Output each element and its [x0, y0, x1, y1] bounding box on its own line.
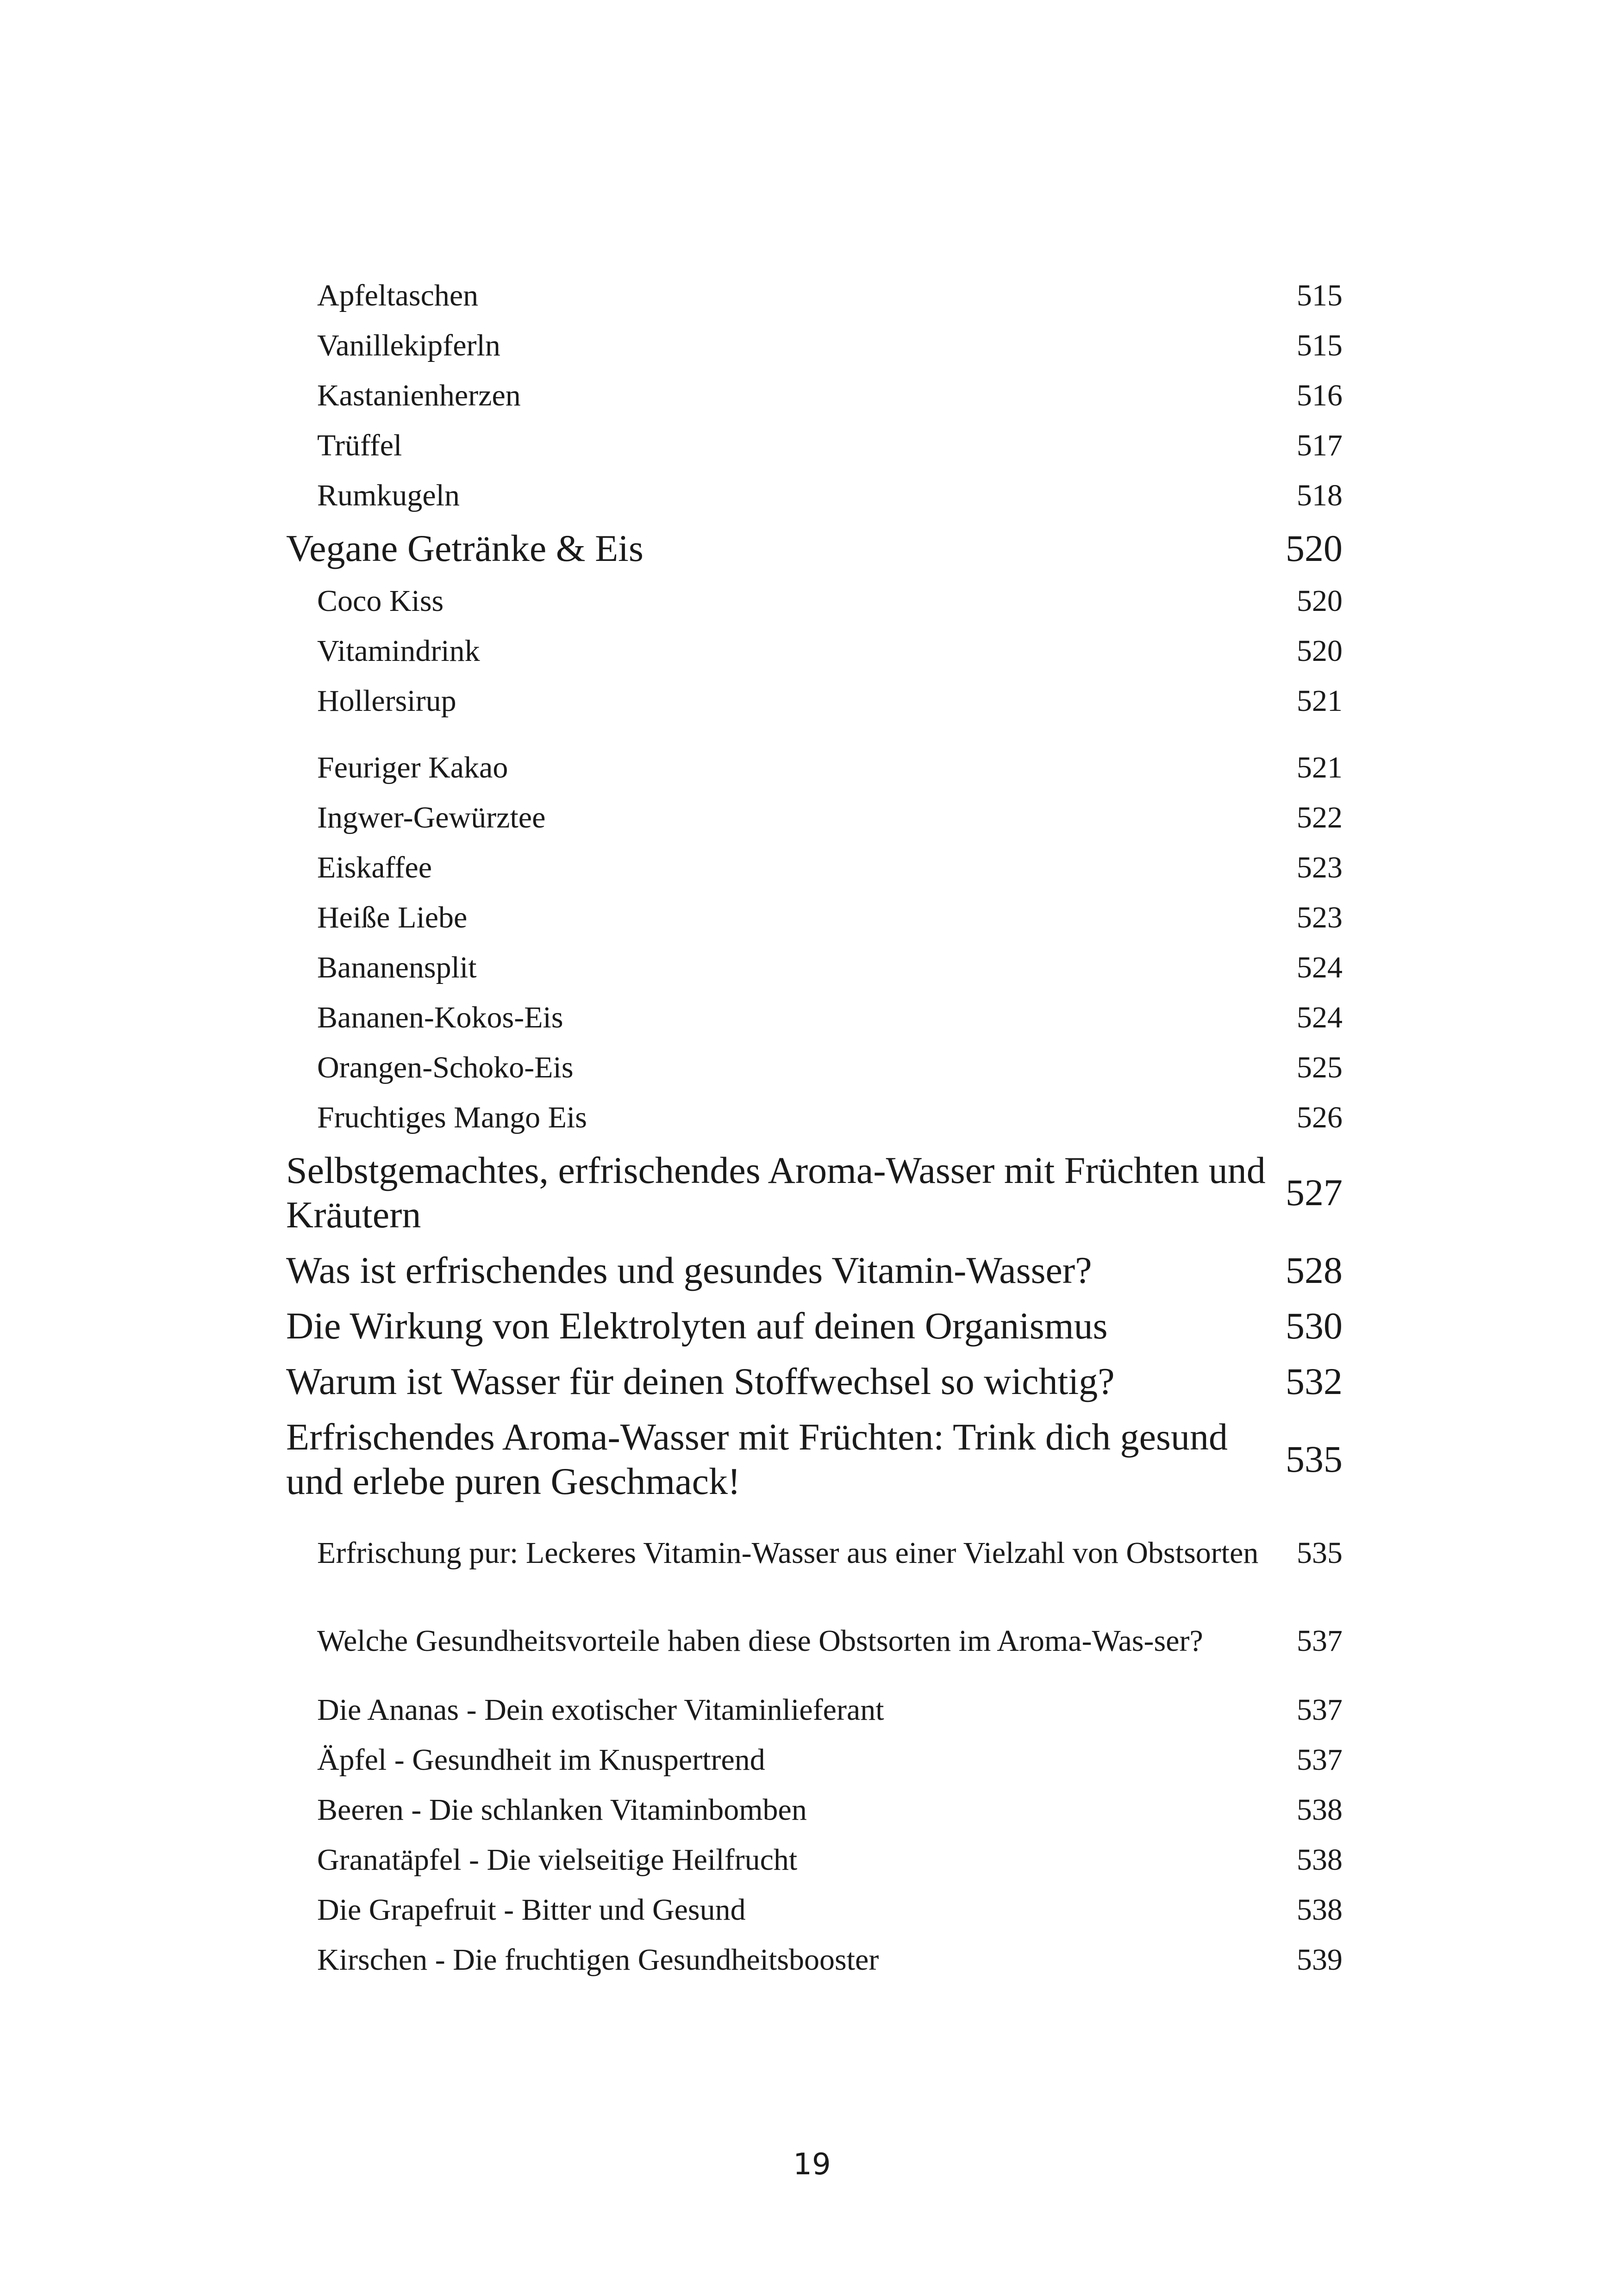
spacer — [286, 726, 1343, 743]
toc-chapter — [286, 1243, 1343, 1298]
toc-entry — [286, 1597, 1343, 1685]
table-of-contents — [286, 271, 1343, 1985]
toc-entry-title: Apfeltaschen — [317, 279, 479, 312]
page-number: 19 — [793, 2147, 831, 2182]
toc-entry-page: 515 — [1297, 329, 1343, 362]
toc-entry-page: 520 — [1297, 634, 1343, 668]
toc-chapter-page: 520 — [1286, 527, 1343, 569]
toc-entry-title: Kastanienherzen — [317, 379, 521, 412]
toc-entry — [286, 843, 1343, 893]
toc-entry-title: Bananen-Kokos-Eis — [317, 1001, 563, 1034]
toc-entry-page: 521 — [1297, 751, 1343, 784]
toc-entry — [286, 271, 1343, 321]
toc-entry — [286, 793, 1343, 843]
toc-entry — [286, 576, 1343, 626]
toc-chapter-title: Selbstgemachtes, erfrischendes Aroma-Wasser mit Früchten und Kräutern — [286, 1149, 1266, 1236]
toc-entry-page: 539 — [1297, 1943, 1343, 1977]
toc-chapter-page: 532 — [1286, 1360, 1343, 1402]
toc-entry-page: 537 — [1297, 1743, 1343, 1777]
toc-chapter — [286, 1143, 1343, 1243]
toc-entry — [286, 1885, 1343, 1935]
toc-entry — [286, 1685, 1343, 1735]
toc-entry-page: 538 — [1297, 1793, 1343, 1827]
toc-entry-page: 526 — [1297, 1101, 1343, 1134]
toc-entry — [286, 743, 1343, 793]
toc-entry-title: Eiskaffee — [317, 851, 432, 884]
toc-entry-title: Kirschen - Die fruchtigen Gesundheitsbooster — [317, 1943, 879, 1977]
toc-entry-title: Trüffel — [317, 429, 402, 462]
toc-entry — [286, 1735, 1343, 1785]
toc-entry-page: 524 — [1297, 951, 1343, 984]
toc-entry-page: 523 — [1297, 851, 1343, 884]
toc-chapter-page: 527 — [1286, 1171, 1343, 1213]
toc-entry-title: Rumkugeln — [317, 479, 460, 512]
toc-entry-page: 537 — [1297, 1693, 1343, 1727]
toc-chapter — [286, 1354, 1343, 1409]
toc-chapter-page: 535 — [1286, 1438, 1343, 1480]
toc-entry-page: 538 — [1297, 1893, 1343, 1927]
toc-entry-title: Äpfel - Gesundheit im Knuspertrend — [317, 1743, 765, 1777]
toc-chapter — [286, 521, 1343, 576]
toc-entry — [286, 1093, 1343, 1143]
toc-entry — [286, 321, 1343, 371]
toc-entry-page: 537 — [1297, 1624, 1343, 1658]
toc-entry-title: Fruchtiges Mango Eis — [317, 1101, 587, 1134]
toc-entry — [286, 626, 1343, 676]
toc-entry-page: 517 — [1297, 429, 1343, 462]
toc-entry — [286, 1785, 1343, 1835]
toc-entry-page: 515 — [1297, 279, 1343, 312]
toc-chapter — [286, 1298, 1343, 1354]
toc-chapter-title: Vegane Getränke & Eis — [286, 527, 643, 569]
toc-entry-title: Feuriger Kakao — [317, 751, 508, 784]
toc-entry-page: 524 — [1297, 1001, 1343, 1034]
toc-entry-title: Vanillekipferln — [317, 329, 500, 362]
toc-entry — [286, 471, 1343, 521]
toc-entry-title: Welche Gesundheitsvorteile haben diese Obstsorten im Aroma-Was-ser? — [317, 1624, 1203, 1658]
toc-entry-page: 521 — [1297, 684, 1343, 718]
toc-chapter-title: Erfrischendes Aroma-Wasser mit Früchten: Trink dich gesund und erlebe puren Geschmack! — [286, 1416, 1228, 1502]
toc-entry-title: Hollersirup — [317, 684, 456, 718]
toc-chapter-title: Warum ist Wasser für deinen Stoffwechsel so wichtig? — [286, 1360, 1115, 1402]
toc-chapter-page: 530 — [1286, 1305, 1343, 1347]
toc-entry-page: 520 — [1297, 584, 1343, 618]
toc-entry-page: 523 — [1297, 901, 1343, 934]
toc-entry-title: Erfrischung pur: Leckeres Vitamin-Wasser aus einer Vielzahl von Obstsorten — [317, 1536, 1259, 1570]
toc-chapter — [286, 1409, 1343, 1509]
toc-entry — [286, 676, 1343, 726]
toc-entry — [286, 1835, 1343, 1885]
toc-entry-page: 518 — [1297, 479, 1343, 512]
toc-entry — [286, 1043, 1343, 1093]
toc-entry-title: Heiße Liebe — [317, 901, 468, 934]
toc-chapter-title: Die Wirkung von Elektrolyten auf deinen Organismus — [286, 1305, 1108, 1347]
toc-entry-page: 535 — [1297, 1536, 1343, 1570]
toc-entry — [286, 893, 1343, 943]
toc-chapter-page: 528 — [1286, 1249, 1343, 1291]
toc-entry — [286, 993, 1343, 1043]
toc-entry-page: 516 — [1297, 379, 1343, 412]
toc-entry — [286, 1935, 1343, 1985]
toc-entry — [286, 1509, 1343, 1597]
toc-entry-title: Vitamindrink — [317, 634, 480, 668]
toc-entry-title: Die Grapefruit - Bitter und Gesund — [317, 1893, 746, 1927]
toc-entry — [286, 421, 1343, 471]
toc-entry — [286, 371, 1343, 421]
toc-entry-title: Coco Kiss — [317, 584, 444, 618]
toc-entry-title: Beeren - Die schlanken Vitaminbomben — [317, 1793, 807, 1827]
toc-entry-page: 525 — [1297, 1051, 1343, 1084]
toc-entry-title: Die Ananas - Dein exotischer Vitaminlieferant — [317, 1693, 884, 1727]
toc-chapter-title: Was ist erfrischendes und gesundes Vitamin-Wasser? — [286, 1249, 1092, 1291]
toc-entry-page: 522 — [1297, 801, 1343, 834]
toc-entry-title: Bananensplit — [317, 951, 477, 984]
toc-entry-title: Orangen-Schoko-Eis — [317, 1051, 574, 1084]
toc-entry-title: Granatäpfel - Die vielseitige Heilfrucht — [317, 1843, 798, 1877]
toc-entry-title: Ingwer-Gewürztee — [317, 801, 546, 834]
toc-entry — [286, 943, 1343, 993]
toc-entry-page: 538 — [1297, 1843, 1343, 1877]
